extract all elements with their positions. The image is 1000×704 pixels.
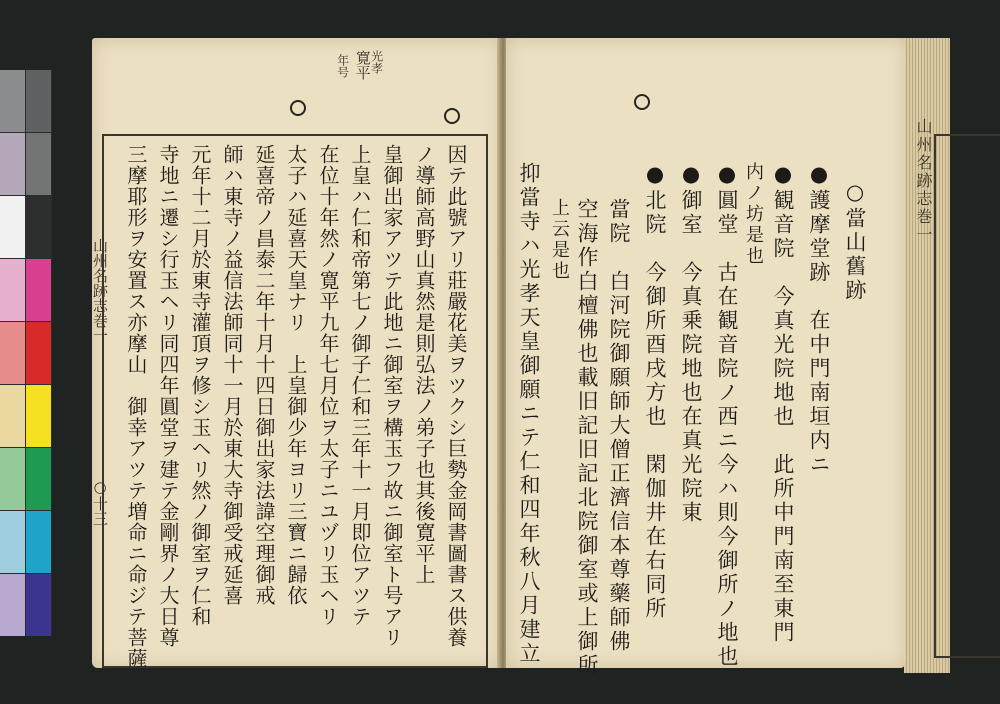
fore-edge-title: 山州名跡志巻一 bbox=[914, 118, 933, 244]
text-column: 三摩耶形ヲ安置ス亦摩山 御幸アツテ増命ニ命ジテ菩薩 bbox=[124, 144, 148, 669]
side-title: 山州名跡志巻一 bbox=[91, 238, 109, 343]
color-swatch bbox=[26, 133, 51, 195]
text-column: ●圓堂 古在観音院ノ西ニ今ハ則今御所ノ地也 bbox=[715, 162, 739, 669]
text-column: ●御室 今真乗院地也在真光院東 bbox=[679, 162, 703, 525]
binding-hole bbox=[444, 108, 460, 124]
color-swatch bbox=[0, 70, 25, 132]
color-swatch bbox=[0, 196, 25, 258]
header-note-1: 寛平 bbox=[353, 50, 372, 80]
text-column: 皇御出家アツテ此地ニ御室ヲ構玉フ故ニ御室ト号アリ bbox=[380, 144, 404, 648]
text-frame bbox=[934, 134, 1000, 658]
right-page bbox=[506, 38, 906, 678]
color-swatch bbox=[26, 385, 51, 447]
color-swatch bbox=[26, 448, 51, 510]
color-calibration-strip bbox=[0, 70, 52, 634]
left-page bbox=[92, 38, 502, 668]
text-column: 寺地ニ遷シ行玉ヘリ同四年圓堂ヲ建テ金剛界ノ大日尊 bbox=[156, 144, 180, 648]
color-swatch bbox=[0, 322, 25, 384]
section-heading: ○當山舊跡 bbox=[843, 180, 867, 303]
binding-hole bbox=[290, 100, 306, 116]
color-swatch bbox=[0, 448, 25, 510]
text-column: 内ノ坊是也 bbox=[743, 162, 764, 267]
color-swatch bbox=[0, 385, 25, 447]
color-swatch bbox=[26, 322, 51, 384]
text-column: 因テ此號アリ莊嚴花美ヲツクシ巨勢金岡書圖書ス供養 bbox=[444, 144, 468, 648]
header-note-2: 光孝 bbox=[369, 50, 384, 74]
text-column: 上皇ハ仁和帝第七ノ御子仁和三年十一月即位アツテ bbox=[348, 144, 372, 627]
color-swatch bbox=[26, 196, 51, 258]
color-swatch bbox=[0, 259, 25, 321]
header-note-3: 年号 bbox=[335, 54, 350, 78]
color-swatch bbox=[26, 259, 51, 321]
text-column: 元年十二月於東寺灌頂ヲ修シ玉ヘリ然ノ御室ヲ仁和 bbox=[188, 144, 212, 627]
text-column: 空海作白檀佛也載旧記旧記北院御室或上御所 bbox=[575, 198, 599, 678]
text-column: 上云是也 bbox=[549, 198, 570, 282]
open-book bbox=[92, 38, 948, 678]
text-column: ●観音院 今真光院地也 此所中門南至東門 bbox=[771, 162, 795, 645]
text-column: 在位十年然ノ寛平九年七月位ヲ太子ニユヅリ玉ヘリ bbox=[316, 144, 340, 627]
text-column: ノ導師高野山真然是則弘法ノ弟子也其後寛平上 bbox=[412, 144, 436, 585]
side-page-number: ○十三 bbox=[91, 478, 109, 526]
color-swatch bbox=[0, 133, 25, 195]
text-column: ●護摩堂跡 在中門南垣内ニ bbox=[807, 162, 831, 477]
color-swatch bbox=[0, 511, 25, 573]
text-column: 師ハ東寺ノ益信法師同十一月於東大寺御受戒延喜 bbox=[220, 144, 244, 606]
color-swatch bbox=[26, 511, 51, 573]
text-column: 當院 白河院御願師大僧正濟信本尊藥師佛 bbox=[607, 198, 631, 654]
text-column: ●北院 今御所酉戌方也 閑伽井在右同所 bbox=[643, 162, 667, 621]
binding-hole bbox=[634, 94, 650, 110]
color-swatch bbox=[26, 70, 51, 132]
color-swatch bbox=[26, 574, 51, 636]
color-swatch bbox=[0, 574, 25, 636]
text-column: 抑當寺ハ光孝天皇御願ニテ仁和四年秋八月建立 bbox=[517, 162, 541, 666]
text-column: 延喜帝ノ昌泰二年十月十四日御出家法諱空理御戒 bbox=[252, 144, 276, 606]
text-column: 太子ハ延喜天皇ナリ 上皇御少年ヨリ三寶ニ歸依 bbox=[284, 144, 308, 606]
